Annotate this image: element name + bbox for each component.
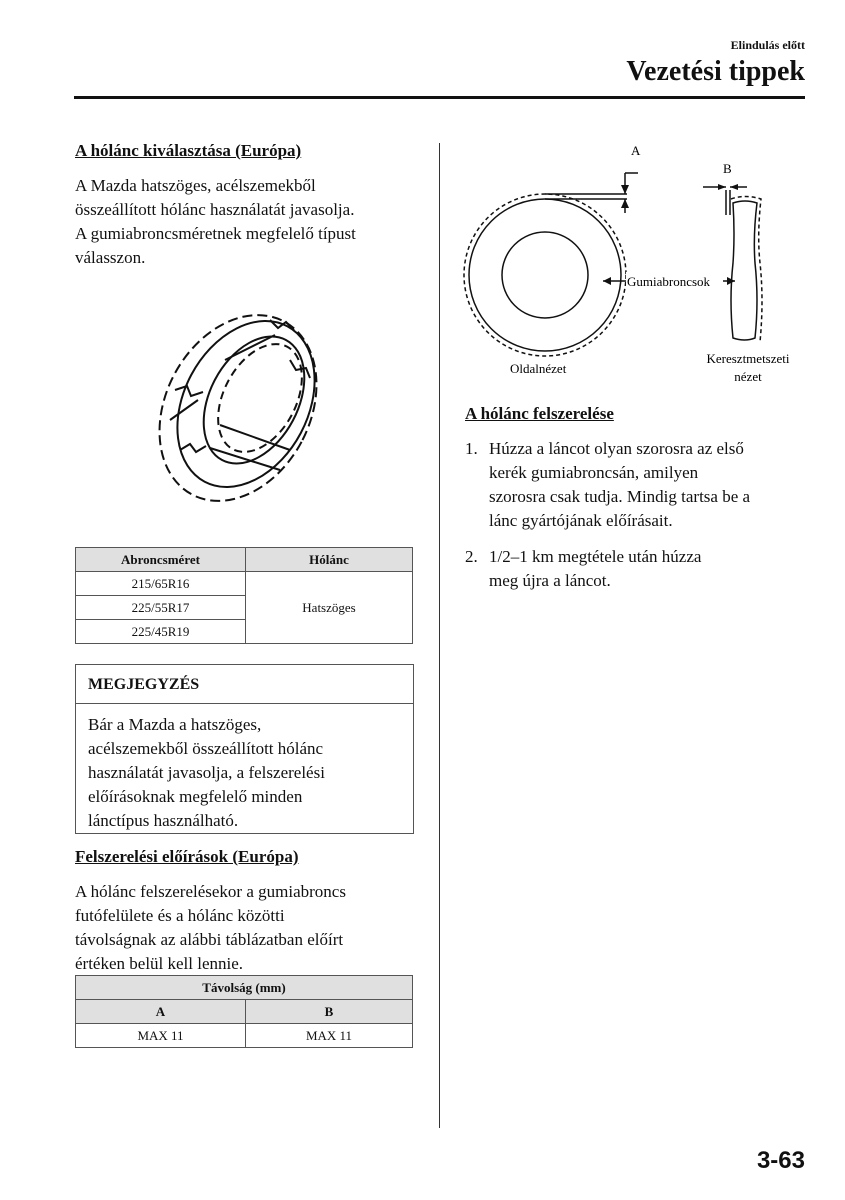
tire-label: Gumiabroncsok	[627, 274, 711, 289]
cross-section-label: nézet	[734, 369, 762, 384]
table-header: Abroncsméret	[76, 548, 246, 572]
label-b: B	[723, 161, 732, 176]
heading-installation-specs: Felszerelési előírások (Európa)	[75, 847, 299, 866]
note-line: használatát javasolja, a felszerelési	[88, 763, 325, 782]
section-label: Elindulás előtt	[730, 38, 805, 52]
heading-chain-installation: A hólánc felszerelése	[465, 404, 614, 423]
step-number: 1.	[465, 439, 478, 458]
table-cell: 215/65R16	[76, 572, 246, 596]
paragraph-line: A Mazda hatszöges, acélszemekből	[75, 176, 316, 195]
table-header: A	[76, 1000, 246, 1024]
step-number: 2.	[465, 547, 478, 566]
side-view-label: Oldalnézet	[510, 361, 567, 376]
tire-clearance-diagram	[455, 145, 815, 395]
installation-specs-paragraph	[75, 880, 420, 976]
step-line: 1/2–1 km megtétele után húzza	[489, 547, 702, 566]
page-number: 3-63	[756, 1147, 805, 1174]
note-box	[75, 664, 414, 834]
paragraph-line: összeállított hólánc használatát javasolja.	[75, 200, 355, 219]
note-line: acélszemekből összeállított hólánc	[88, 739, 324, 758]
note-title: MEGJEGYZÉS	[76, 665, 413, 704]
table-cell: MAX 11	[76, 1024, 246, 1048]
heading-chain-selection: A hólánc kiválasztása (Európa)	[75, 141, 302, 160]
step-line: lánc gyártójának előírásait.	[489, 511, 673, 530]
page-title: Vezetési tippek	[626, 56, 805, 87]
note-line: előírásoknak megfelelő minden	[88, 787, 303, 806]
step-line: kerék gumiabroncsán, amilyen	[489, 463, 699, 482]
step-item	[465, 437, 810, 533]
table-cell-chain-type: Hatszöges	[246, 572, 413, 644]
chain-selection-paragraph	[75, 174, 420, 270]
table-header: Távolság (mm)	[76, 976, 413, 1000]
header-rule	[74, 96, 805, 99]
step-line: Húzza a láncot olyan szorosra az első	[489, 439, 744, 458]
table-cell: 225/45R19	[76, 620, 246, 644]
paragraph-line: távolságnak az alábbi táblázatban előírt	[75, 930, 344, 949]
paragraph-line: futófelülete és a hólánc közötti	[75, 906, 285, 925]
label-a: A	[631, 145, 641, 158]
note-line: Bár a Mazda a hatszöges,	[88, 715, 262, 734]
installation-steps	[465, 437, 810, 605]
step-line: meg újra a láncot.	[489, 571, 611, 590]
paragraph-line: A hólánc felszerelésekor a gumiabroncs	[75, 882, 346, 901]
column-divider	[439, 143, 440, 1128]
table-header: Hólánc	[246, 548, 413, 572]
cross-section-label: Keresztmetszeti	[706, 351, 790, 366]
step-item	[465, 545, 810, 593]
paragraph-line: válasszon.	[75, 248, 146, 267]
chain-size-table	[75, 547, 413, 644]
table-cell: MAX 11	[246, 1024, 413, 1048]
note-line: lánctípus használható.	[88, 811, 239, 830]
table-cell: 225/55R17	[76, 596, 246, 620]
paragraph-line: értéken belül kell lennie.	[75, 954, 244, 973]
note-body	[88, 713, 405, 833]
snow-chain-illustration	[150, 300, 340, 510]
paragraph-line: A gumiabroncsméretnek megfelelő típust	[75, 224, 356, 243]
table-header: B	[246, 1000, 413, 1024]
distance-table	[75, 975, 413, 1048]
step-line: szorosra csak tudja. Mindig tartsa be a	[489, 487, 751, 506]
